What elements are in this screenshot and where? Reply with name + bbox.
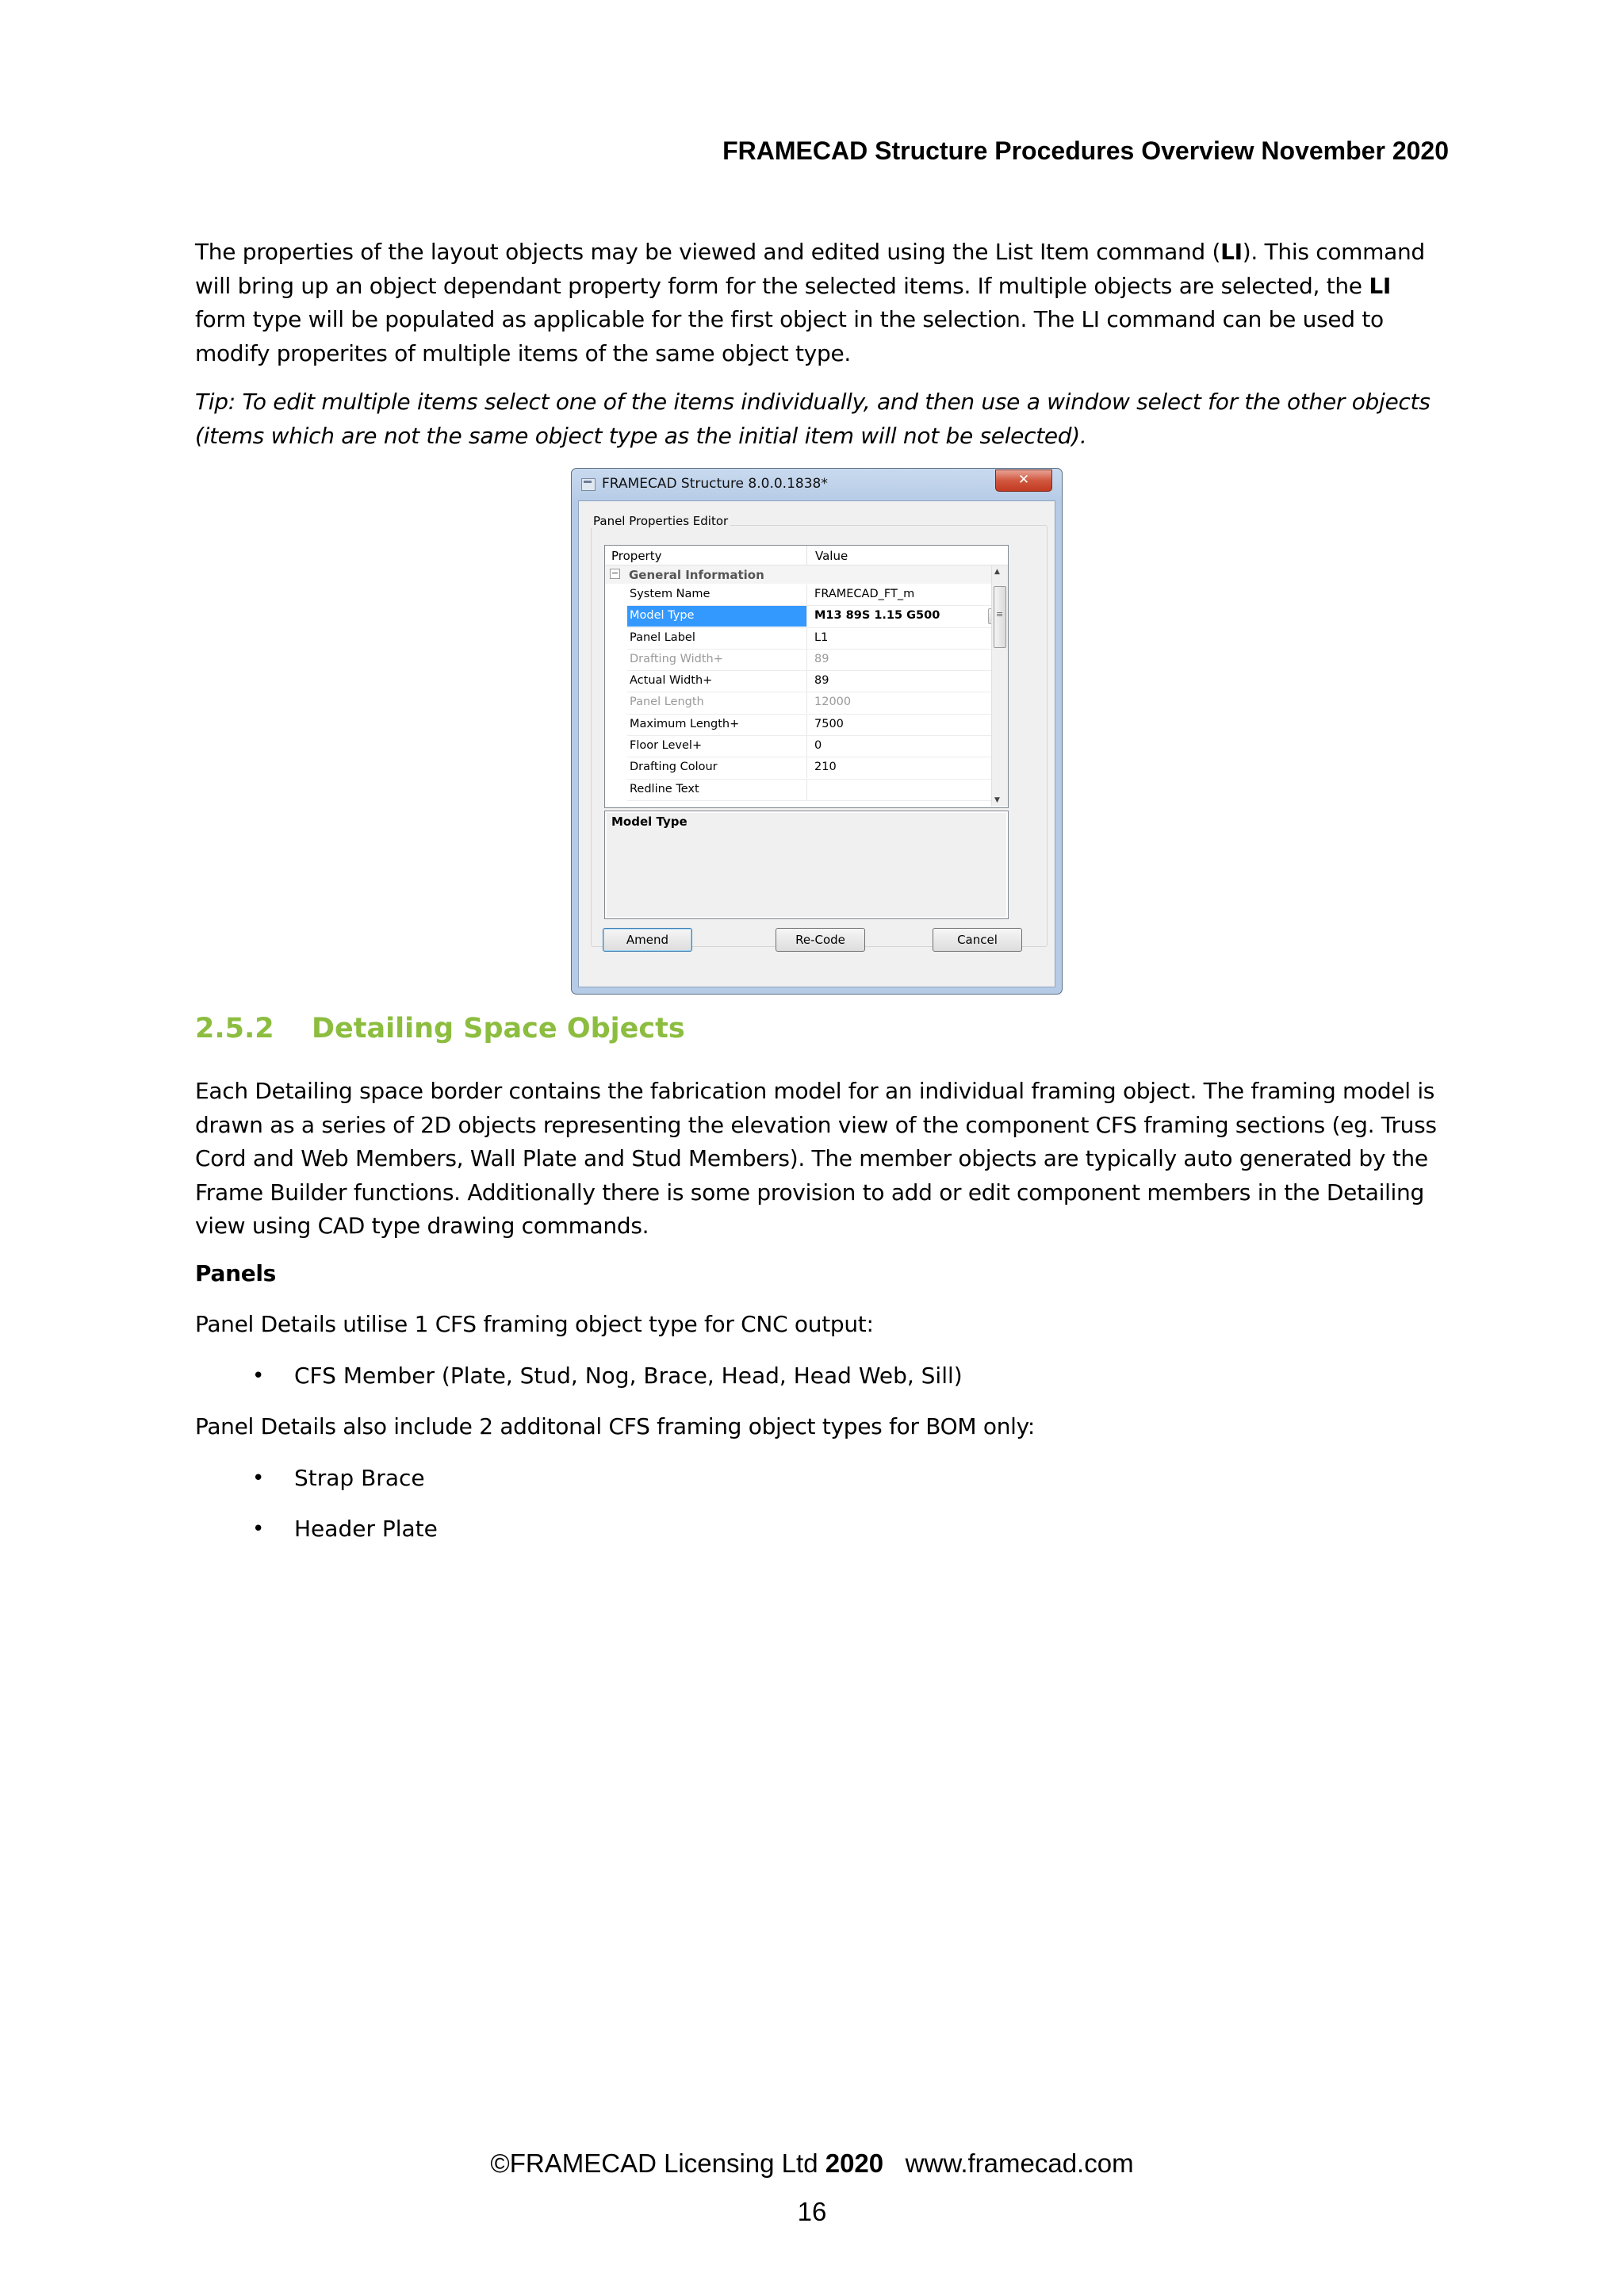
scroll-thumb[interactable]	[994, 586, 1006, 648]
property-name: Actual Width+	[630, 674, 713, 688]
property-name: Redline Text	[630, 782, 699, 795]
website-link[interactable]: www.framecad.com	[905, 2148, 1134, 2178]
property-row-panel-label[interactable]	[627, 628, 1008, 650]
scroll-up-icon[interactable]: ▲	[994, 568, 1000, 576]
section-heading	[195, 1013, 685, 1045]
category-label: General Information	[629, 568, 764, 582]
bullet-icon: •	[252, 1466, 265, 1490]
bullet-icon: •	[252, 1364, 265, 1388]
property-value[interactable]: L1	[814, 631, 829, 644]
window-title: FRAMECAD Structure 8.0.0.1838*	[602, 476, 828, 492]
intro-text-2: ). This command will bring up an object dependant property form for the selected items. If multiple objects are selected, the	[195, 239, 1425, 299]
model-type-select[interactable]: M13 89S 1.15 G500	[814, 609, 940, 623]
property-row-drafting-colour[interactable]	[627, 757, 1008, 779]
grid-header	[605, 546, 1008, 565]
property-row-maximum-length[interactable]	[627, 715, 1008, 736]
property-value[interactable]: FRAMECAD_FT_m	[814, 588, 915, 600]
property-name: System Name	[630, 588, 710, 600]
property-row-redline-text[interactable]	[627, 780, 1008, 801]
li-command: LI	[1220, 239, 1243, 265]
list-item-text: CFS Member (Plate, Stud, Nog, Brace, Head, Head Web, Sill)	[294, 1363, 963, 1389]
property-value[interactable]: 210	[814, 761, 837, 774]
collapse-icon[interactable]: −	[611, 568, 619, 578]
property-name: Maximum Length+	[630, 717, 740, 730]
property-row-panel-length	[627, 692, 1008, 714]
property-value: 12000	[814, 696, 852, 709]
property-value[interactable]: 7500	[814, 717, 844, 730]
tip-paragraph: Tip: To edit multiple items select one of the items individually, and then use a window select for the other objects (items which are not the same object type as the initial item will not be selected).	[195, 389, 1431, 449]
intro-text-3: form type will be populated as applicable for the first object in the selection. The LI command can be used to modify properites of multiple items of the same object type.	[195, 306, 1384, 366]
section-title: Detailing Space Objects	[312, 1013, 685, 1045]
property-value[interactable]: 0	[814, 739, 822, 753]
grid-rows	[627, 585, 1008, 801]
panel-properties-window	[571, 468, 1063, 995]
copyright-year: 2020	[825, 2148, 884, 2178]
recode-button[interactable]: Re-Code	[776, 928, 865, 952]
description-panel	[604, 811, 1009, 919]
footer	[0, 2148, 1624, 2179]
property-name: Panel Length	[630, 696, 704, 709]
property-row-floor-level[interactable]	[627, 736, 1008, 757]
window-titlebar[interactable]	[572, 469, 1062, 500]
property-row-drafting-width	[627, 650, 1008, 671]
grid-scrollbar[interactable]	[991, 565, 1008, 807]
property-name: Model Type	[630, 609, 695, 623]
description-title: Model Type	[611, 815, 688, 829]
column-header-property[interactable]: Property	[611, 549, 662, 563]
property-value: 89	[814, 652, 829, 665]
property-name: Drafting Colour	[630, 761, 718, 774]
column-header-value[interactable]: Value	[815, 549, 848, 563]
property-name: Panel Label	[630, 631, 695, 644]
window-client	[578, 500, 1055, 987]
scroll-down-icon[interactable]: ▼	[994, 796, 1000, 804]
panels-heading: Panels	[195, 1260, 277, 1286]
property-row-system-name[interactable]	[627, 585, 1008, 606]
page-number: 16	[797, 2197, 827, 2226]
copyright-text: ©FRAMECAD Licensing Ltd	[490, 2148, 825, 2178]
category-general-information[interactable]	[605, 565, 1008, 584]
property-name: Floor Level+	[630, 739, 703, 753]
property-grid	[604, 545, 1009, 808]
section-number: 2.5.2	[195, 1013, 274, 1045]
bom-intro: Panel Details also include 2 additonal CFS framing object types for BOM only:	[195, 1413, 1036, 1439]
group-label: Panel Properties Editor	[591, 514, 730, 528]
page-header: FRAMECAD Structure Procedures Overview November 2020	[722, 136, 1449, 165]
intro-paragraph	[195, 236, 1440, 370]
property-name: Drafting Width+	[630, 652, 723, 665]
amend-button[interactable]: Amend	[603, 928, 692, 952]
property-row-model-type[interactable]	[627, 606, 1008, 627]
app-icon	[581, 478, 596, 491]
detailing-paragraph: Each Detailing space border contains the fabrication model for an individual framing object. The framing model is drawn as a series of 2D objects representing the elevation view of the component CFS framing sections (eg. Truss Cord and Web Members, Wall Plate and Stud Members). The member objects are typically auto generated by the Frame Builder functions. Additionally there is some provision to add or edit component members in the Detailing view using CAD type drawing commands.	[195, 1078, 1437, 1239]
bullet-icon: •	[252, 1517, 265, 1541]
close-icon[interactable]: ✕	[995, 470, 1052, 492]
property-value[interactable]: 89	[814, 674, 829, 688]
panels-intro: Panel Details utilise 1 CFS framing object type for CNC output:	[195, 1311, 874, 1337]
li-command-2: LI	[1369, 272, 1391, 299]
cancel-button[interactable]: Cancel	[933, 928, 1022, 952]
intro-text-1: The properties of the layout objects may be viewed and edited using the List Item command (	[195, 239, 1221, 265]
property-row-actual-width[interactable]	[627, 671, 1008, 692]
list-item-text: Header Plate	[294, 1516, 438, 1542]
list-item-text: Strap Brace	[294, 1465, 425, 1491]
